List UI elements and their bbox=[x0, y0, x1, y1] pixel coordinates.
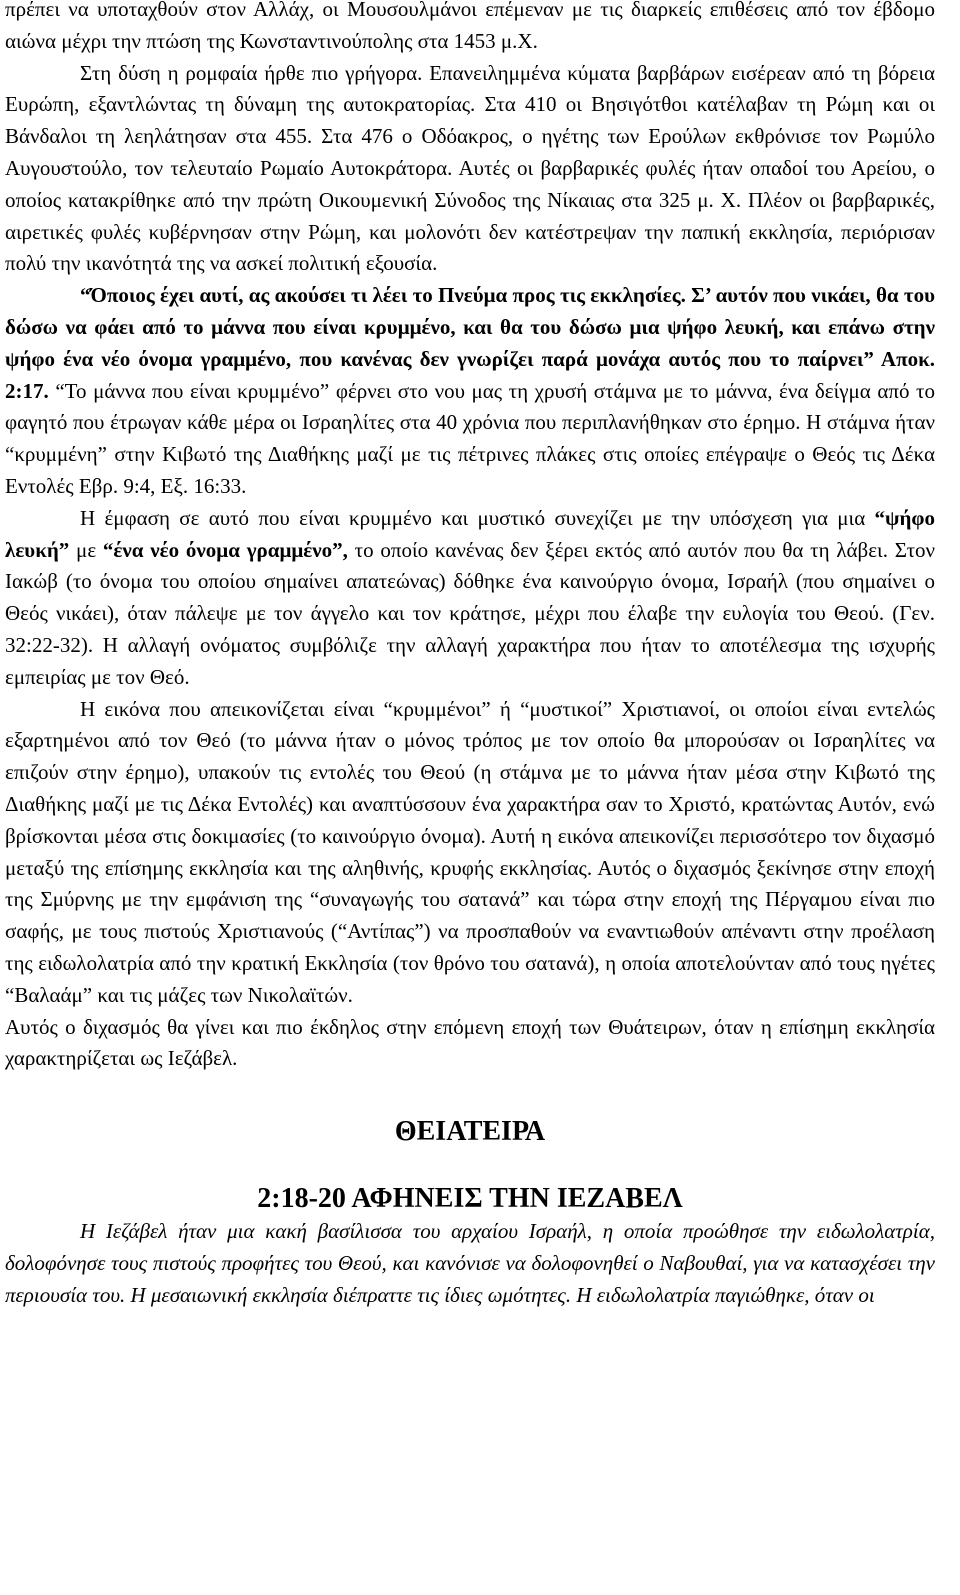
paragraph-4-text-a: Η έμφαση σε αυτό που είναι κρυμμένο και μυστικό συνεχίζει με την υπόσχεση για μια bbox=[80, 505, 875, 530]
paragraph-3-text: “Το μάννα που είναι κρυμμένο” φέρνει στο νου μας τη χρυσή στάμνα με το μάννα, ένα δείγμα από το φαγητό που έτρωγαν κάθε μέρα οι Ισραηλίτες στα 40 χρόνια που περιπλανήθηκαν στο έρημο. Η στάμνα ήταν “κρυμμένη” στην Κιβωτό της Διαθήκης μαζί με τις πέτρινες πλάκες στις οποίες επέγραψε ο Θεός τις Δέκα Εντολές Εβρ. 9:4, Εξ. 16:33. bbox=[5, 378, 935, 498]
paragraph-6: Αυτός ο διχασμός θα γίνει και πιο έκδηλος στην επόμενη εποχή των Θυάτειρων, όταν η επίσημη εκκλησία χαρακτηρίζεται ως Ιεζάβελ. bbox=[5, 1014, 935, 1071]
paragraph-4-text-c: με bbox=[69, 537, 103, 562]
paragraph-2: Στη δύση η ρομφαία ήρθε πιο γρήγορα. Επανειλημμένα κύματα βαρβάρων εισέρεαν από τη βόρεια Ευρώπη, εξαντλώντας τη δύναμη της αυτοκρατορίας. Στα 410 οι Βησιγότθοι κατέλαβαν τη Ρώμη και οι Βάνδαλοι τη λεηλάτησαν στα 455. Στα 476 ο Οδόακρος, ο ηγέτης των Ερούλων εκθρόνισε τον Ρωμύλο Αυγουστούλο, τον τελευταίο Ρωμαίο Αυτοκράτορα. Αυτές οι βαρβαρικές φυλές ήταν οπαδοί του Αρείου, ο οποίος κατακρίθηκε από την πρώτη Οικουμενική Σύνοδος της Νίκαιας στα 325 μ. Χ. Πλέον οι βαρβαρικές, αιρετικές φυλές κυβέρνησαν στην Ρώμη, και μολονότι δεν κατέστρεψαν την παπική εκκλησία, περιόρισαν πολύ την ικανότητά της να ασκεί πολιτική εξουσία. bbox=[5, 60, 935, 276]
section-heading: ΘΕΙΑΤΕΙΡΑ bbox=[394, 1116, 546, 1148]
paragraph-3 bbox=[5, 280, 935, 503]
paragraph-7: Η Ιεζάβελ ήταν μια κακή βασίλισσα του αρχαίου Ισραήλ, η οποία προώθησε την ειδωλολατρία, δολοφόνησε τους πιστούς προφήτες του Θεού, και κανόνισε να δολοφονηθεί ο Ναβουθαί, για να κατασχέσει την περιουσία του. Η μεσαιωνική εκκλησία διέπραττε τις ίδιες ωμότητες. Η ειδωλολατρία παγιώθηκε, όταν οι bbox=[5, 1219, 935, 1307]
document-body bbox=[5, 0, 935, 1311]
revelation-quote: “Όποιος έχει αυτί, ας ακούσει τι λέει το Πνεύμα προς τις εκκλησίες. Σ’ αυτόν που νικάει, θα του δώσω να φάει από το μάννα που είναι κρυμμένο, και θα του δώσω μια ψήφο λευκή, και επάνω στην ψήφο ένα νέο όνομα γραμμένο, που κανένας δεν γνωρίζει παρά μονάχα αυτός που το παίρνει” Αποκ. 2:17. bbox=[5, 283, 935, 403]
paragraph-1: πρέπει να υποταχθούν στον Αλλάχ, οι Μουσουλμάνοι επέμεναν με τις διαρκείς επιθέσεις από τον έβδομο αιώνα μέχρι την πτώση της Κωνσταντινούπολης στα 1453 μ.Χ. bbox=[5, 0, 935, 53]
white-stone-phrase: “ψήφο λευκή” bbox=[5, 505, 935, 562]
paragraph-5: Η εικόνα που απεικονίζεται είναι “κρυμμένοι” ή “μυστικοί” Χριστιανοί, οι οποίοι είναι εντελώς εξαρτημένοι από τον Θεό (το μάννα ήταν ο μόνος τρόπος με τον οποίο θα μπορούσαν οι Ισραηλίτες να επιζούν στην έρημο), υπακούν τις εντολές του Θεού (η στάμνα με το μάννα ήταν μέσα στην Κιβωτό της Διαθήκης μαζί με τις Δέκα Εντολές) και αναπτύσσουν ένα χαρακτήρα σαν το Χριστό, κρατώντας Αυτόν, ενώ βρίσκονται μέσα στις δοκιμασίες (το καινούργιο όνομα). Αυτή η εικόνα απεικονίζει περισσότερο τον διχασμό μεταξύ της επίσημης εκκλησία και της αληθινής, κρυφής εκκλησίας. Αυτός ο διχασμός ξεκίνησε στην εποχή της Σμύρνης με την εμφάνιση της “συναγωγής του σατανά” και τώρα στην εποχή της Πέργαμου είναι πιο σαφής, με τους πιστούς Χριστιανούς (“Αντίπας”) να προσπαθούν να εναντιωθούν απέναντι στην προέλαση της ειδωλολατρία από την κρατική Εκκλησία (τον θρόνο του σατανά), η οποία αποτελούνταν από τους ηγέτες “Βαλαάμ” και τις μάζες των Νικολαϊτών. bbox=[5, 696, 935, 1007]
section-subheading: 2:18-20 ΑΦΗΝΕΙΣ ΤΗΝ ΙΕΖΑΒΕΛ bbox=[257, 1183, 683, 1215]
paragraph-4 bbox=[5, 503, 935, 694]
paragraph-4-text-e: το οποίο κανένας δεν ξέρει εκτός από αυτόν που θα τη λάβει. Στον Ιακώβ (το όνομα του οποίου σημαίνει απατεώνας) δόθηκε ένα καινούργιο όνομα, Ισραήλ (που σημαίνει ο Θεός νικάει), όταν πάλεψε με τον άγγελο και τον κράτησε, μέχρι που έλαβε την ευλογία του Θεού. (Γεν. 32:22-32). Η αλλαγή ονόματος συμβόλιζε την αλλαγή χαρακτήρα που ήταν το αποτέλεσμα της ισχυρής εμπειρίας με τον Θεό. bbox=[5, 537, 935, 689]
new-name-phrase: “ένα νέο όνομα γραμμένο”, bbox=[102, 537, 348, 562]
